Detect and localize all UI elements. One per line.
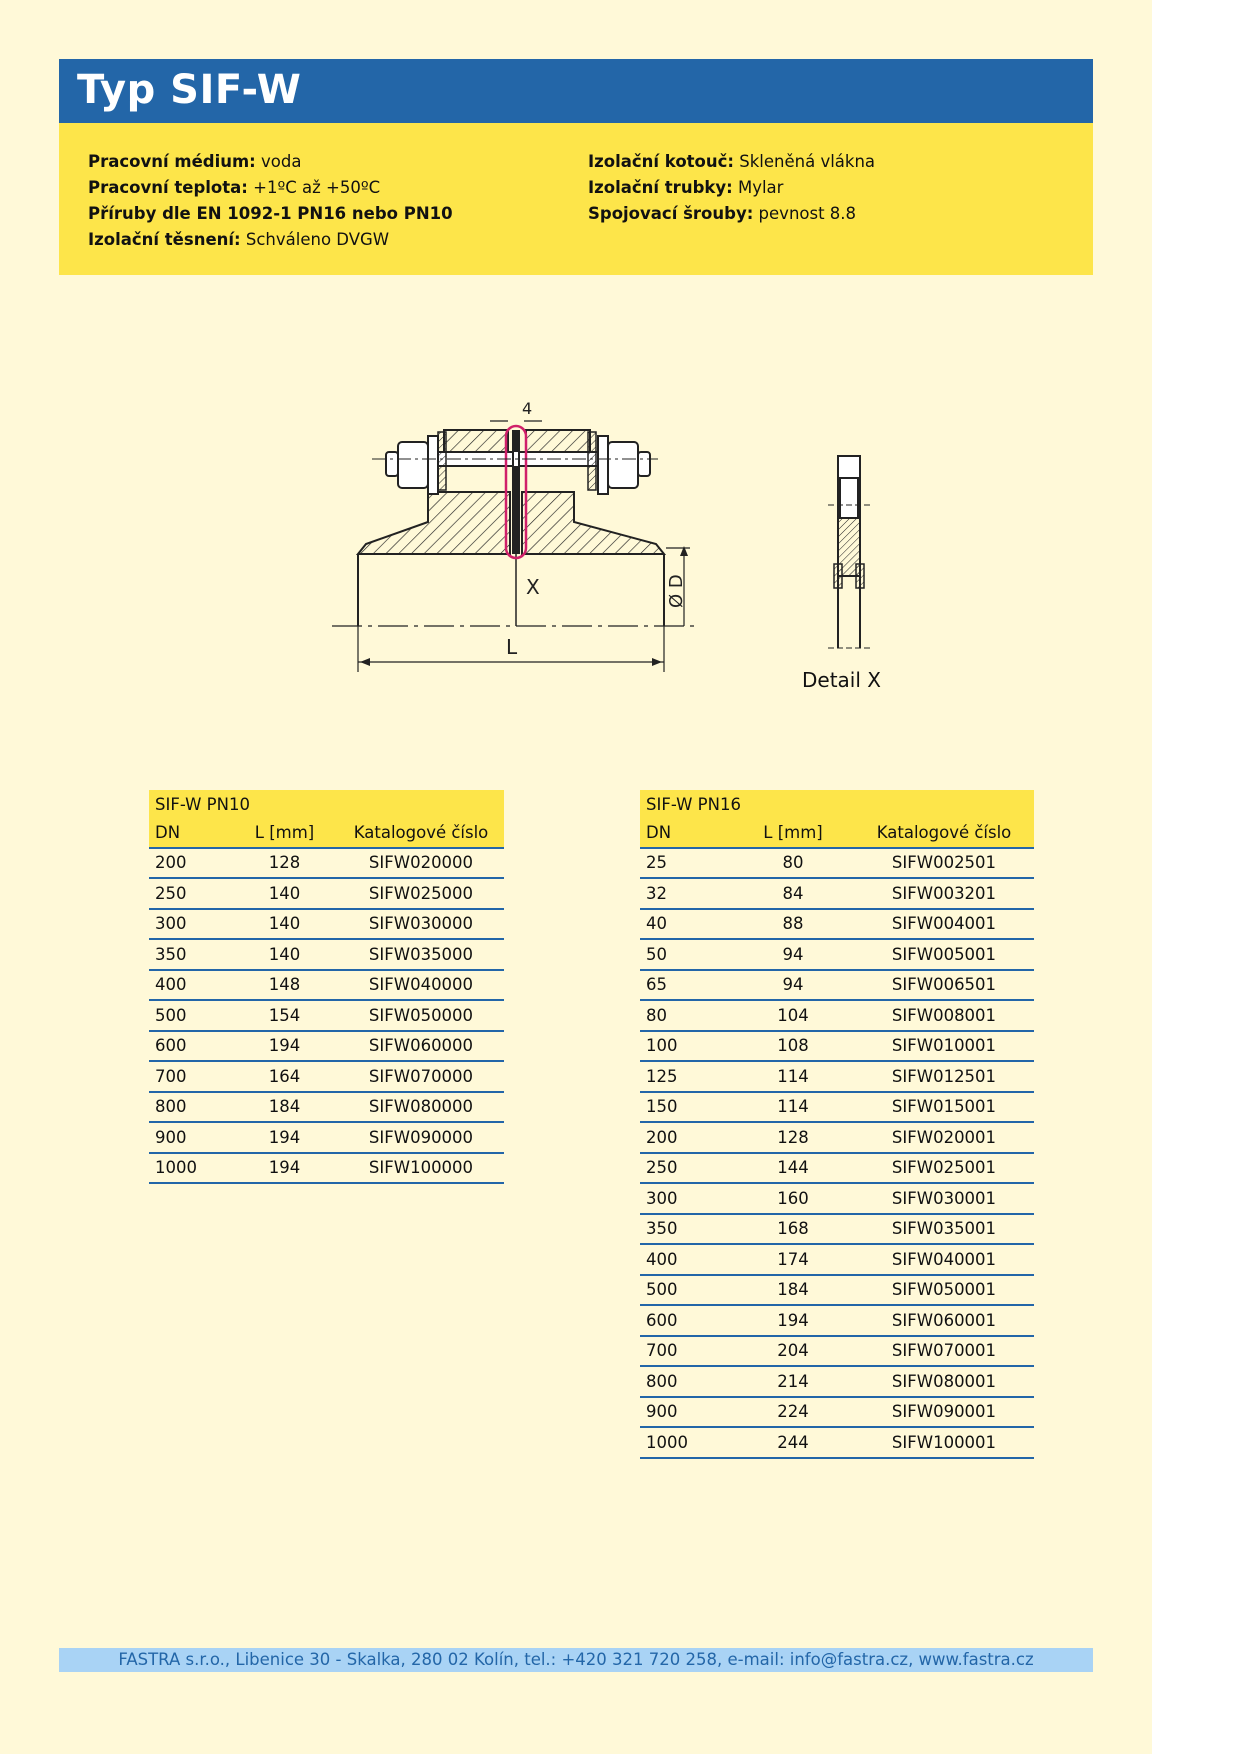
- length-cell: 80: [732, 848, 854, 879]
- dn-cell: 800: [640, 1366, 732, 1397]
- table-caption: SIF-W PN10: [149, 790, 504, 818]
- detail-marker-label: X: [526, 575, 540, 599]
- table-row: [149, 1092, 504, 1123]
- right-flange: [522, 492, 664, 554]
- right-flange-top: [526, 430, 590, 452]
- spec-label: Pracovní médium:: [88, 152, 256, 171]
- catalog-number-cell: SIFW030000: [338, 909, 504, 940]
- dn-cell: 700: [640, 1336, 732, 1367]
- spec-value: Mylar: [732, 178, 784, 197]
- table-row: [149, 1153, 504, 1184]
- left-flange-top: [444, 430, 508, 452]
- dn-cell: 250: [640, 1153, 732, 1184]
- dn-cell: 200: [640, 1122, 732, 1153]
- length-cell: 114: [732, 1092, 854, 1123]
- spec-value: Skleněná vlákna: [734, 152, 876, 171]
- length-cell: 168: [732, 1214, 854, 1245]
- table-row: [149, 939, 504, 970]
- dn-cell: 700: [149, 1061, 231, 1092]
- title-bar: [59, 59, 1093, 123]
- dn-cell: 500: [640, 1275, 732, 1306]
- dn-cell: 40: [640, 909, 732, 940]
- length-cell: 174: [732, 1244, 854, 1275]
- catalog-number-cell: SIFW050001: [854, 1275, 1034, 1306]
- nut-right: [608, 442, 638, 488]
- column-header: L [mm]: [732, 818, 854, 848]
- catalog-number-cell: SIFW100000: [338, 1153, 504, 1184]
- catalog-number-cell: SIFW035000: [338, 939, 504, 970]
- catalog-number-cell: SIFW012501: [854, 1061, 1034, 1092]
- table-row: [640, 1244, 1034, 1275]
- catalog-number-cell: SIFW030001: [854, 1183, 1034, 1214]
- dn-cell: 250: [149, 878, 231, 909]
- table-row: [640, 1031, 1034, 1062]
- spec-column-right: [588, 149, 875, 227]
- washer-left: [428, 436, 438, 494]
- spec-line: [88, 175, 453, 201]
- table-row: [640, 1122, 1034, 1153]
- table-row: [640, 939, 1034, 970]
- catalog-number-cell: SIFW090000: [338, 1122, 504, 1153]
- length-cell: 194: [732, 1305, 854, 1336]
- dn-cell: 600: [640, 1305, 732, 1336]
- footer-contact: FASTRA s.r.o., Libenice 30 - Skalka, 280 02 Kolín, tel.: +420 321 720 258, e-mail: info@fastra.cz, www.fastra.cz: [118, 1650, 1034, 1669]
- table-row: [149, 848, 504, 879]
- table-row: [640, 970, 1034, 1001]
- catalog-number-cell: SIFW004001: [854, 909, 1034, 940]
- dn-cell: 500: [149, 1000, 231, 1031]
- length-cell: 128: [231, 848, 338, 879]
- spec-label: Spojovací šrouby:: [588, 204, 754, 223]
- dn-cell: 900: [640, 1397, 732, 1428]
- length-cell: 160: [732, 1183, 854, 1214]
- spec-label: Izolační trubky:: [588, 178, 733, 197]
- spec-value: pevnost 8.8: [753, 204, 857, 223]
- length-cell: 84: [732, 878, 854, 909]
- dn-cell: 80: [640, 1000, 732, 1031]
- catalog-number-cell: SIFW003201: [854, 878, 1034, 909]
- catalog-number-cell: SIFW015001: [854, 1092, 1034, 1123]
- dn-cell: 350: [149, 939, 231, 970]
- length-cell: 214: [732, 1366, 854, 1397]
- table-header-row: [149, 818, 504, 848]
- left-flange: [358, 492, 510, 554]
- length-cell: 224: [732, 1397, 854, 1428]
- catalog-number-cell: SIFW100001: [854, 1427, 1034, 1458]
- catalog-number-cell: SIFW090001: [854, 1397, 1034, 1428]
- page-title: Typ SIF-W: [77, 67, 302, 113]
- table-row: [640, 1427, 1034, 1458]
- table-caption: SIF-W PN16: [640, 790, 1034, 818]
- catalog-number-cell: SIFW020001: [854, 1122, 1034, 1153]
- dn-cell: 300: [149, 909, 231, 940]
- length-cell: 204: [732, 1336, 854, 1367]
- table-row: [640, 1275, 1034, 1306]
- table-row: [149, 1000, 504, 1031]
- catalog-number-cell: SIFW080001: [854, 1366, 1034, 1397]
- detail-x-label: Detail X: [802, 668, 881, 692]
- catalog-number-cell: SIFW035001: [854, 1214, 1034, 1245]
- table-header-row: [640, 818, 1034, 848]
- spec-value: +1ºC až +50ºC: [247, 178, 381, 197]
- flange-joint-drawing: [320, 390, 880, 680]
- dn-cell: 600: [149, 1031, 231, 1062]
- dn-cell: 350: [640, 1214, 732, 1245]
- table-row: [640, 1305, 1034, 1336]
- length-cell: 104: [732, 1000, 854, 1031]
- column-header: DN: [149, 818, 231, 848]
- column-header: DN: [640, 818, 732, 848]
- spec-line: [88, 201, 453, 227]
- catalog-number-cell: SIFW025001: [854, 1153, 1034, 1184]
- length-cell: 148: [231, 970, 338, 1001]
- table-row: [640, 1000, 1034, 1031]
- table-row: [149, 1122, 504, 1153]
- spec-box: [59, 123, 1093, 275]
- spec-line: [88, 227, 453, 253]
- insulation-disc: [512, 430, 520, 554]
- bolt-thread: [588, 432, 596, 490]
- dn-cell: 150: [640, 1092, 732, 1123]
- catalog-number-cell: SIFW050000: [338, 1000, 504, 1031]
- table-caption-row: [149, 790, 504, 818]
- spec-line: [588, 149, 875, 175]
- dn-cell: 1000: [640, 1427, 732, 1458]
- spec-value: voda: [255, 152, 302, 171]
- length-cell: 194: [231, 1122, 338, 1153]
- spec-label: Izolační těsnení:: [88, 230, 241, 249]
- table-row: [640, 909, 1034, 940]
- length-cell: 164: [231, 1061, 338, 1092]
- column-header: L [mm]: [231, 818, 338, 848]
- catalog-number-cell: SIFW002501: [854, 848, 1034, 879]
- length-cell: 140: [231, 939, 338, 970]
- length-cell: 184: [732, 1275, 854, 1306]
- catalog-number-cell: SIFW025000: [338, 878, 504, 909]
- nut-left: [398, 442, 428, 488]
- dn-cell: 400: [640, 1244, 732, 1275]
- dn-cell: 50: [640, 939, 732, 970]
- length-cell: 184: [231, 1092, 338, 1123]
- detail-x-drawing: [828, 456, 870, 648]
- spec-line: [88, 149, 453, 175]
- spec-column-left: [88, 149, 453, 253]
- catalog-number-cell: SIFW060000: [338, 1031, 504, 1062]
- washer-right: [598, 436, 608, 494]
- length-label: L: [506, 635, 518, 659]
- spec-label: Pracovní teplota:: [88, 178, 248, 197]
- length-cell: 114: [732, 1061, 854, 1092]
- length-cell: 94: [732, 939, 854, 970]
- spec-label: Příruby dle EN 1092-1 PN16 nebo PN10: [88, 204, 453, 223]
- spec-line: [588, 201, 875, 227]
- footer-bar: [59, 1648, 1093, 1672]
- table-row: [149, 1031, 504, 1062]
- table-row: [640, 1092, 1034, 1123]
- length-cell: 140: [231, 878, 338, 909]
- spec-label: Izolační kotouč:: [588, 152, 735, 171]
- length-cell: 94: [732, 970, 854, 1001]
- dn-cell: 100: [640, 1031, 732, 1062]
- table-body: [640, 848, 1034, 1458]
- dn-cell: 300: [640, 1183, 732, 1214]
- catalog-number-cell: SIFW070000: [338, 1061, 504, 1092]
- bolt-thread: [438, 432, 446, 490]
- table-row: [640, 1061, 1034, 1092]
- dn-cell: 900: [149, 1122, 231, 1153]
- catalog-number-cell: SIFW040000: [338, 970, 504, 1001]
- table-row: [640, 1153, 1034, 1184]
- column-header: Katalogové číslo: [854, 818, 1034, 848]
- spec-line: [588, 175, 875, 201]
- table-body: [149, 848, 504, 1184]
- table-row: [640, 1336, 1034, 1367]
- dn-cell: 32: [640, 878, 732, 909]
- catalog-number-cell: SIFW070001: [854, 1336, 1034, 1367]
- length-cell: 244: [732, 1427, 854, 1458]
- dn-cell: 1000: [149, 1153, 231, 1184]
- dn-cell: 800: [149, 1092, 231, 1123]
- dn-cell: 125: [640, 1061, 732, 1092]
- column-header: Katalogové číslo: [338, 818, 504, 848]
- length-cell: 144: [732, 1153, 854, 1184]
- table-pn10: [149, 790, 504, 1184]
- table-row: [640, 1183, 1034, 1214]
- catalog-number-cell: SIFW006501: [854, 970, 1034, 1001]
- dn-cell: 25: [640, 848, 732, 879]
- dimension-gap-label: 4: [522, 399, 533, 418]
- table-row: [640, 1366, 1034, 1397]
- length-cell: 194: [231, 1031, 338, 1062]
- table-row: [149, 970, 504, 1001]
- bolt-end-left: [386, 452, 398, 476]
- length-cell: 154: [231, 1000, 338, 1031]
- table-row: [640, 1214, 1034, 1245]
- dn-cell: 200: [149, 848, 231, 879]
- catalog-number-cell: SIFW060001: [854, 1305, 1034, 1336]
- catalog-number-cell: SIFW010001: [854, 1031, 1034, 1062]
- table-row: [149, 1061, 504, 1092]
- catalog-number-cell: SIFW040001: [854, 1244, 1034, 1275]
- table-row: [640, 878, 1034, 909]
- dn-cell: 65: [640, 970, 732, 1001]
- catalog-number-cell: SIFW008001: [854, 1000, 1034, 1031]
- length-cell: 194: [231, 1153, 338, 1184]
- table-pn16: [640, 790, 1034, 1459]
- diameter-label: Ø D: [666, 574, 687, 608]
- table-row: [640, 848, 1034, 879]
- length-arrow: [652, 658, 662, 666]
- length-cell: 140: [231, 909, 338, 940]
- table-row: [149, 878, 504, 909]
- catalog-number-cell: SIFW020000: [338, 848, 504, 879]
- bolt-end-right: [638, 452, 650, 476]
- length-cell: 88: [732, 909, 854, 940]
- table-caption-row: [640, 790, 1034, 818]
- length-cell: 128: [732, 1122, 854, 1153]
- table-row: [149, 909, 504, 940]
- dn-cell: 400: [149, 970, 231, 1001]
- catalog-number-cell: SIFW080000: [338, 1092, 504, 1123]
- length-arrow: [360, 658, 370, 666]
- spec-value: Schváleno DVGW: [240, 230, 390, 249]
- table-row: [640, 1397, 1034, 1428]
- catalog-number-cell: SIFW005001: [854, 939, 1034, 970]
- length-cell: 108: [732, 1031, 854, 1062]
